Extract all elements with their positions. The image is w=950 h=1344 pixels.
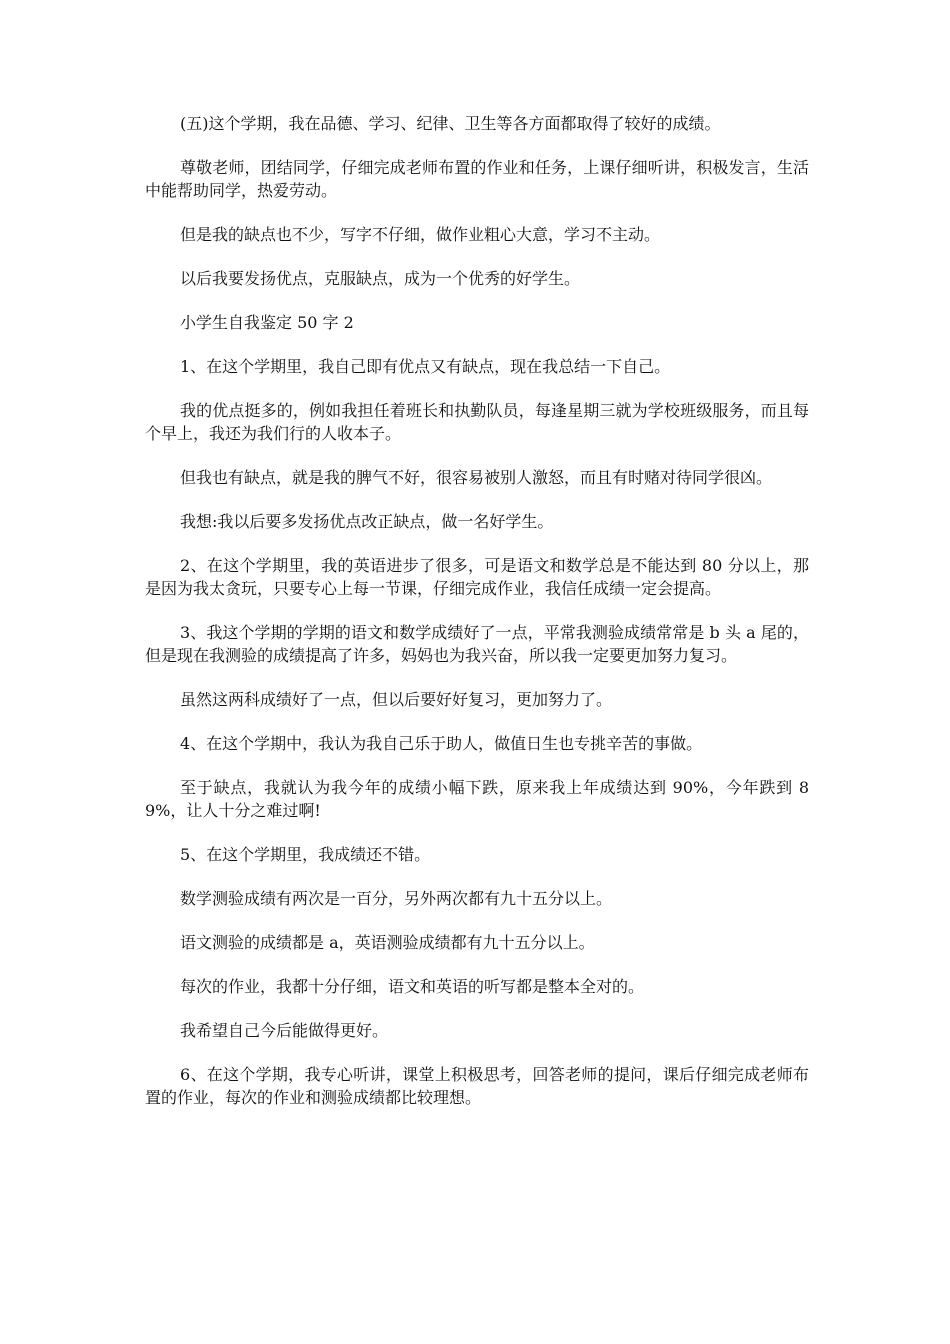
paragraph-10: 2、在这个学期里，我的英语进步了很多，可是语文和数学总是不能达到 80 分以上，那是因为我太贪玩，只要专心上每一节课，仔细完成作业，我信任成绩一定会提高。 xyxy=(145,556,809,598)
paragraph-15: 5、在这个学期里，我成绩还不错。 xyxy=(180,845,431,864)
paragraph-11: 3、我这个学期的学期的语文和数学成绩好了一点，平常我测验成绩常常是 b 头 a 尾的，但是现在我测验的成绩提高了许多，妈妈也为我兴奋，所以我一定要更加努力复习。 xyxy=(145,623,809,665)
paragraph-14: 至于缺点，我就认为我今年的成绩小幅下跌，原来我上年成绩达到 90%，今年跌到 89%，让人十分之难过啊! xyxy=(145,778,809,820)
paragraph-9: 我想:我以后要多发扬优点改正缺点，做一名好学生。 xyxy=(180,512,554,531)
paragraph-12: 虽然这两科成绩好了一点，但以后要好好复习，更加努力了。 xyxy=(180,690,613,709)
paragraph-17: 语文测验的成绩都是 a，英语测验成绩都有九十五分以上。 xyxy=(180,933,595,952)
paragraph-19: 我希望自己今后能做得更好。 xyxy=(180,1021,389,1040)
paragraph-16: 数学测验成绩有两次是一百分，另外两次都有九十五分以上。 xyxy=(180,889,613,908)
paragraph-4: 以后我要发扬优点，克服缺点，成为一个优秀的好学生。 xyxy=(180,269,581,288)
paragraph-7: 我的优点挺多的，例如我担任着班长和执勤队员，每逢星期三就为学校班级服务，而且每个早上，我还为我们行的人收本子。 xyxy=(145,401,809,443)
paragraph-18: 每次的作业，我都十分仔细，语文和英语的听写都是整本全对的。 xyxy=(180,977,645,996)
paragraph-6: 1、在这个学期里，我自己即有优点又有缺点，现在我总结一下自己。 xyxy=(180,357,671,376)
paragraph-20: 6、在这个学期，我专心听讲，课堂上积极思考，回答老师的提问，课后仔细完成老师布置的作业，每次的作业和测验成绩都比较理想。 xyxy=(145,1065,809,1107)
section-heading: 小学生自我鉴定 50 字 2 xyxy=(180,313,354,332)
paragraph-2: 尊敬老师，团结同学，仔细完成老师布置的作业和任务，上课仔细听讲，积极发言，生活中能帮助同学，热爱劳动。 xyxy=(145,158,809,200)
paragraph-13: 4、在这个学期中，我认为我自己乐于助人，做值日生也专挑辛苦的事做。 xyxy=(180,734,703,753)
paragraph-3: 但是我的缺点也不少，写字不仔细，做作业粗心大意，学习不主动。 xyxy=(180,225,661,244)
paragraph-8: 但我也有缺点，就是我的脾气不好，很容易被别人激怒，而且有时赌对待同学很凶。 xyxy=(180,468,773,487)
paragraph-1: (五)这个学期，我在品德、学习、纪律、卫生等各方面都取得了较好的成绩。 xyxy=(180,114,721,133)
document-page xyxy=(145,112,809,1130)
